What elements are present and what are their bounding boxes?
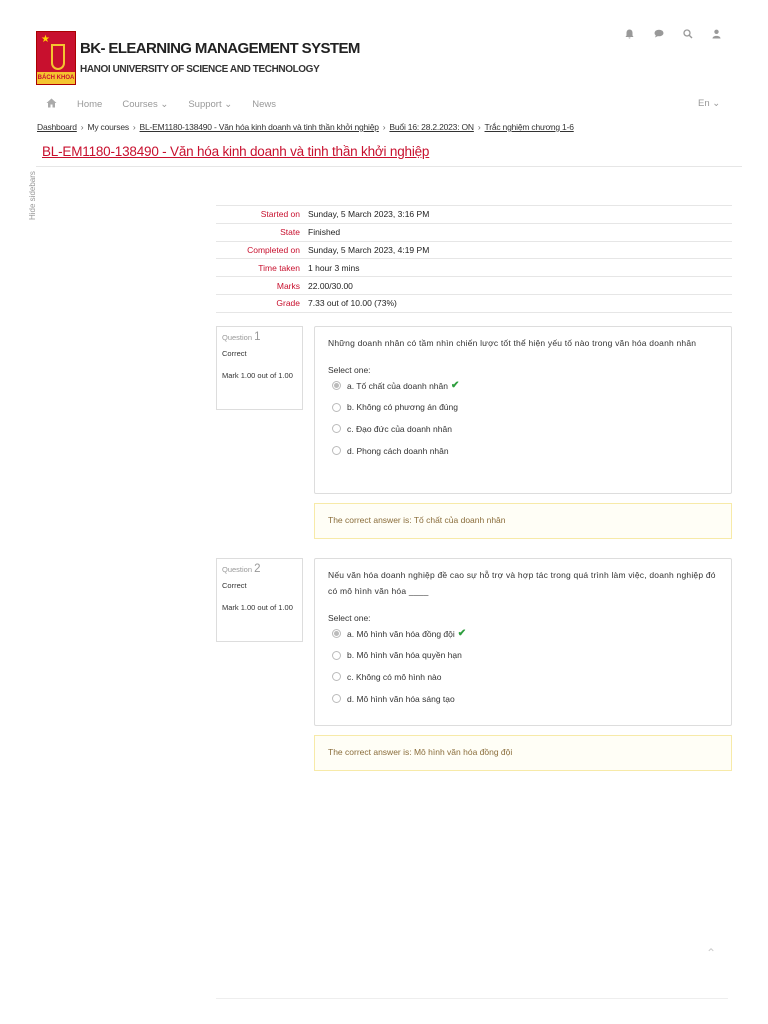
summary-value: Sunday, 5 March 2023, 3:16 PM — [308, 209, 430, 220]
page-title[interactable]: BL-EM1180-138490 - Văn hóa kinh doanh và tinh thần khởi nghiệp — [42, 144, 430, 159]
check-icon: ✔ — [450, 380, 460, 392]
answer-option[interactable] — [332, 440, 718, 462]
breadcrumb-separator: › — [132, 122, 136, 132]
question-text: Những doanh nhân có tầm nhìn chiến lược tốt thể hiện yếu tố nào trong văn hóa doanh nhân — [328, 338, 697, 348]
answer-label: c. Đạo đức của doanh nhân — [347, 423, 452, 434]
main-nav — [46, 98, 276, 111]
answer-option[interactable] — [332, 375, 718, 397]
chevron-down-icon: ⌄ — [221, 99, 233, 110]
answer-option[interactable] — [332, 645, 718, 667]
language-selector[interactable] — [698, 98, 720, 109]
question-state: Correct — [222, 349, 247, 358]
answer-option[interactable] — [332, 688, 718, 710]
summary-label: Marks — [276, 280, 300, 291]
divider — [216, 998, 728, 999]
top-icons — [624, 28, 722, 39]
summary-label: Completed on — [247, 244, 300, 255]
summary-value: Sunday, 5 March 2023, 4:19 PM — [308, 244, 430, 255]
answer-label: d. Mô hình văn hóa sáng tạo — [347, 693, 455, 704]
language-label: En — [698, 98, 710, 109]
question-state: Correct — [222, 581, 247, 590]
chevron-down-icon: ⌄ — [709, 98, 721, 109]
question-info — [216, 326, 303, 410]
check-icon: ✔ — [457, 628, 467, 640]
question-label: Question — [222, 333, 253, 342]
logo-text: BÁCH KHOA — [37, 75, 75, 81]
select-one-prompt: Select one: — [328, 365, 371, 375]
summary-row — [216, 277, 732, 295]
summary-label: Grade — [276, 298, 300, 309]
summary-row — [216, 224, 732, 242]
radio-button[interactable] — [332, 672, 341, 681]
nav-support-label: Support — [188, 99, 222, 110]
radio-button[interactable] — [332, 651, 341, 660]
nav-support[interactable] — [188, 99, 232, 110]
correct-answer-feedback: The correct answer is: Tố chất của doanh nhân — [314, 503, 732, 539]
question-mark: Mark 1.00 out of 1.00 — [222, 603, 293, 612]
star-icon: ★ — [41, 34, 50, 45]
logo-band — [37, 72, 75, 84]
question-number — [222, 331, 297, 343]
search-icon[interactable] — [682, 28, 693, 39]
radio-button[interactable] — [332, 446, 341, 455]
summary-row — [216, 206, 732, 224]
question-number-value: 1 — [254, 331, 261, 343]
nav-news[interactable]: News — [252, 99, 276, 110]
answer-option[interactable] — [332, 418, 718, 440]
question-content — [314, 326, 732, 494]
site-logo[interactable] — [36, 31, 76, 85]
radio-button[interactable] — [332, 381, 341, 390]
chevron-up-icon[interactable]: ⌃ — [706, 946, 717, 960]
breadcrumb-dashboard[interactable]: Dashboard — [37, 122, 77, 132]
question-content — [314, 558, 732, 726]
logo-mark — [51, 44, 65, 70]
answer-label: c. Không có mô hình nào — [347, 671, 442, 682]
bell-icon[interactable] — [624, 28, 635, 39]
breadcrumb-separator: › — [80, 122, 84, 132]
correct-answer-feedback: The correct answer is: Mô hình văn hóa đồng đội — [314, 735, 732, 771]
home-icon[interactable] — [46, 98, 57, 111]
hide-sidebars-toggle[interactable]: Hide sidebars — [28, 171, 37, 220]
breadcrumb-course[interactable]: BL-EM1180-138490 - Văn hóa kinh doanh và tinh thần khởi nghiệp — [139, 122, 379, 132]
question-info — [216, 558, 303, 642]
summary-row — [216, 259, 732, 277]
attempt-summary-table — [216, 205, 732, 313]
question-number-value: 2 — [254, 563, 261, 575]
answer-option[interactable] — [332, 623, 718, 645]
summary-row — [216, 242, 732, 260]
answer-label: a. Tố chất của doanh nhân — [347, 380, 448, 391]
breadcrumb — [37, 122, 574, 132]
breadcrumb-separator: › — [382, 122, 386, 132]
answer-option[interactable] — [332, 397, 718, 419]
answer-option[interactable] — [332, 666, 718, 688]
breadcrumb-my-courses[interactable]: My courses — [87, 122, 129, 132]
site-subtitle: HANOI UNIVERSITY OF SCIENCE AND TECHNOLOGY — [80, 64, 320, 75]
summary-label: Time taken — [258, 262, 300, 273]
question-label: Question — [222, 565, 253, 574]
select-one-prompt: Select one: — [328, 613, 371, 623]
radio-button[interactable] — [332, 694, 341, 703]
chevron-down-icon: ⌄ — [157, 99, 169, 110]
breadcrumb-section[interactable]: Buổi 16: 28.2.2023: ON — [389, 122, 474, 132]
site-title: BK- ELEARNING MANAGEMENT SYSTEM — [80, 40, 360, 57]
summary-label: Started on — [260, 209, 300, 220]
summary-value: 7.33 out of 10.00 (73%) — [308, 298, 397, 309]
radio-button[interactable] — [332, 403, 341, 412]
nav-courses[interactable] — [122, 99, 168, 110]
answer-label: b. Không có phương án đúng — [347, 402, 458, 413]
radio-button[interactable] — [332, 629, 341, 638]
question-mark: Mark 1.00 out of 1.00 — [222, 371, 293, 380]
nav-courses-label: Courses — [122, 99, 158, 110]
question-text: Nếu văn hóa doanh nghiệp đề cao sự hỗ trợ và hợp tác trong quá trình làm việc, doanh nghiệp đó có mô hình văn hóa ____ — [328, 570, 716, 596]
radio-button[interactable] — [332, 424, 341, 433]
summary-label: State — [280, 227, 300, 238]
summary-value: 22.00/30.00 — [308, 280, 353, 291]
summary-value: 1 hour 3 mins — [308, 262, 360, 273]
summary-value: Finished — [308, 227, 341, 238]
user-icon[interactable] — [711, 28, 722, 39]
answer-label: d. Phong cách doanh nhân — [347, 445, 449, 456]
summary-row — [216, 295, 732, 313]
answer-label: b. Mô hình văn hóa quyền hạn — [347, 650, 462, 661]
answer-label: a. Mô hình văn hóa đồng đội — [347, 628, 455, 639]
breadcrumb-quiz[interactable]: Trắc nghiệm chương 1-6 — [484, 122, 574, 132]
breadcrumb-separator: › — [477, 122, 481, 132]
divider — [36, 166, 742, 167]
chat-icon[interactable] — [653, 28, 664, 39]
question-number — [222, 563, 297, 575]
nav-home[interactable]: Home — [77, 99, 103, 110]
